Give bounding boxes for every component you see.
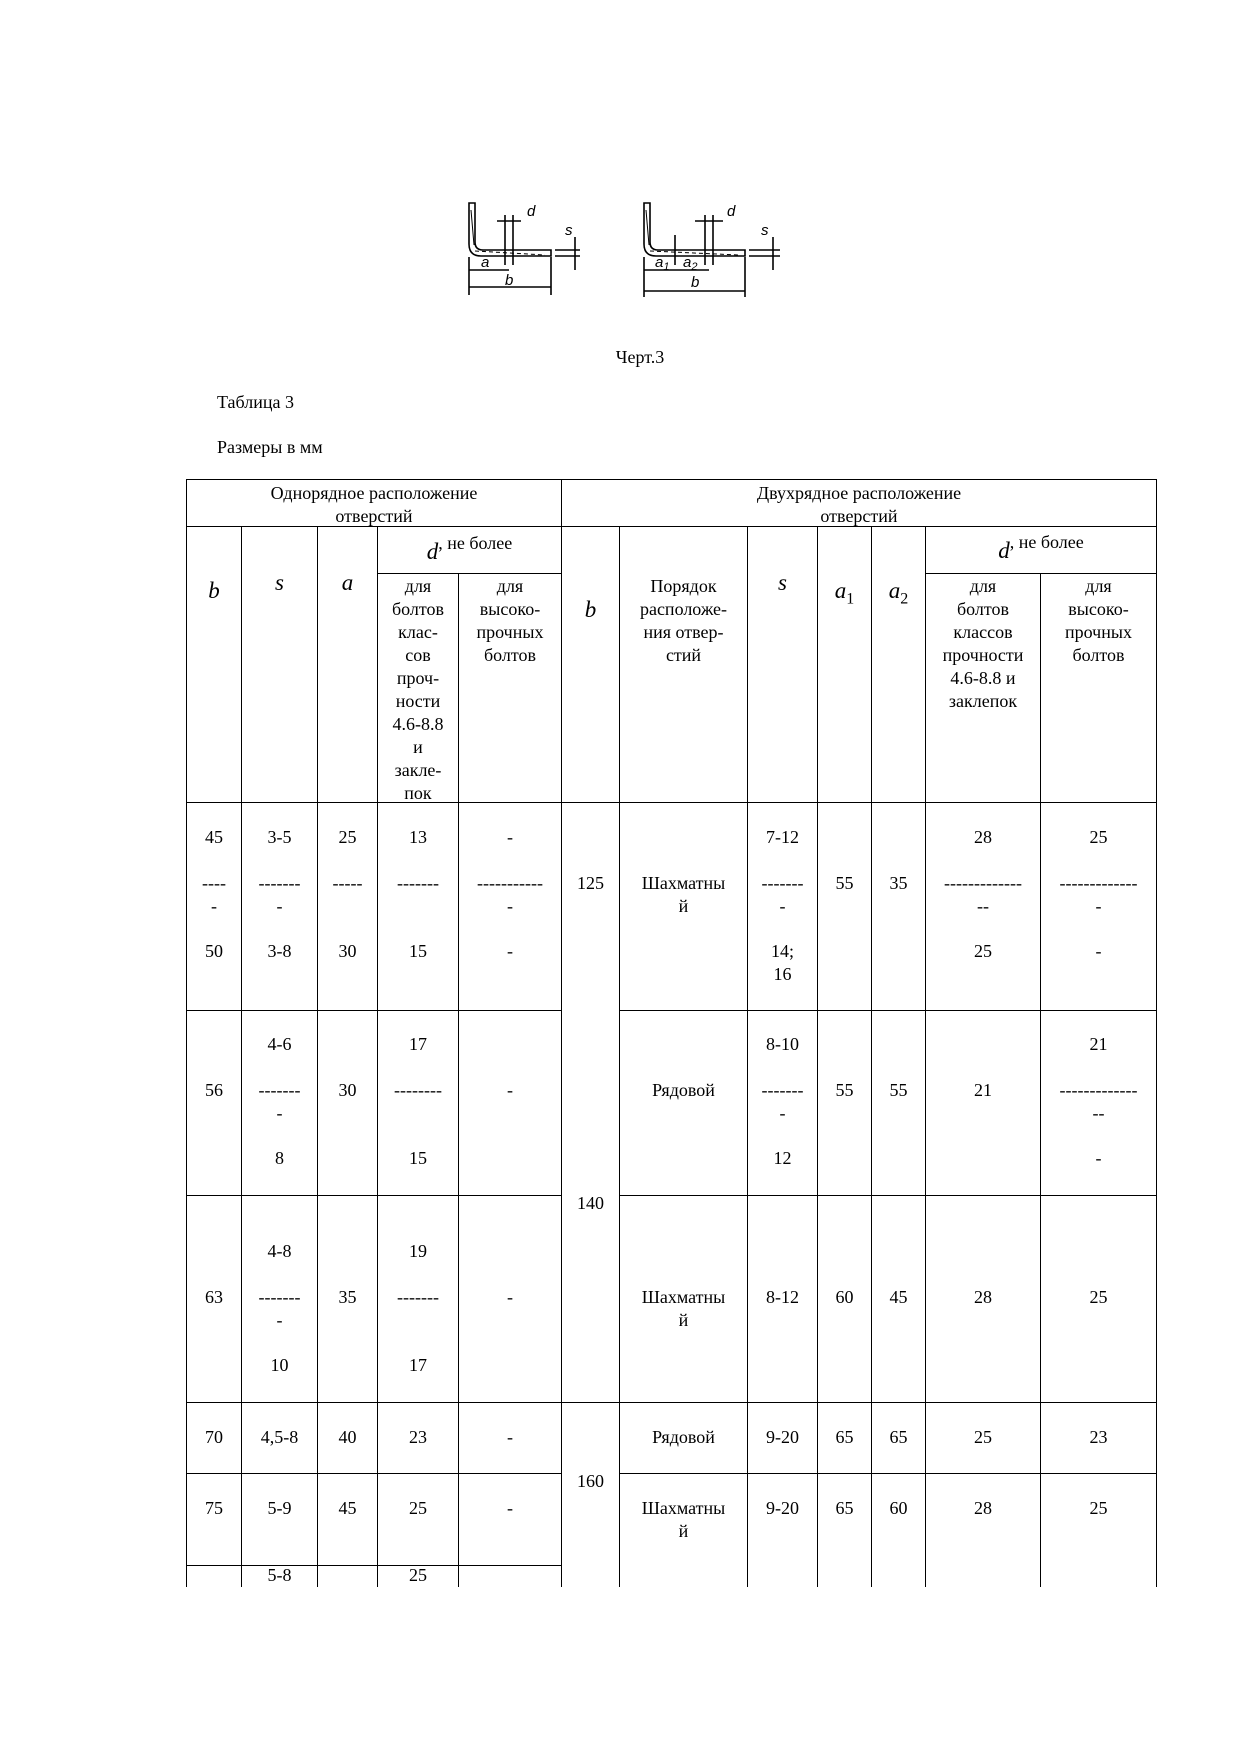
cell: 125 (577, 873, 604, 893)
cell: 65 (835, 1498, 854, 1518)
cell: 63 (205, 1287, 223, 1307)
cell: 4-6 (267, 1034, 292, 1054)
header-order: Порядок расположе- ния отвер- стий (639, 576, 728, 665)
header-b-right: b (584, 597, 597, 622)
cell: 25 (409, 1498, 427, 1518)
cell: ------------- -- (1059, 1080, 1138, 1123)
fig-label-a2: $a_2$ (683, 254, 698, 273)
cell: 55 (835, 873, 854, 893)
header-d-left: d, не более (426, 533, 513, 564)
cell: ------- - (258, 1080, 301, 1123)
cell: 25 (1089, 1287, 1108, 1307)
cell: 25 (338, 827, 357, 847)
cell: 56 (205, 1080, 223, 1100)
cell: 21 (974, 1080, 992, 1100)
cell: 9-20 (766, 1498, 799, 1518)
fig-label-d1: d (527, 203, 536, 220)
fig-label-d2: d (727, 203, 736, 220)
cell: Шахматны й (641, 1498, 726, 1541)
cell: 65 (889, 1427, 908, 1447)
header-a1: $a_1$ (834, 578, 855, 608)
cell: ----- (332, 873, 363, 893)
header-a2: $a_2$ (888, 578, 909, 608)
cell: 55 (835, 1080, 854, 1100)
cell: 25 (974, 1427, 992, 1447)
cell: - (507, 827, 513, 847)
cell: 10 (270, 1355, 289, 1375)
cell: ------------- -- (944, 873, 1022, 916)
cell: ------------- - (1059, 873, 1138, 916)
cell: 30 (338, 941, 357, 961)
cell: ------- - (258, 873, 301, 916)
cell: ---- - (202, 873, 226, 916)
cell: 70 (205, 1427, 223, 1447)
cell: - (1095, 1148, 1102, 1168)
cell: 23 (409, 1427, 427, 1447)
fig-label-b1: b (505, 272, 514, 289)
cell: 75 (205, 1498, 223, 1518)
cell: - (507, 1080, 513, 1100)
cell: 7-12 (766, 827, 799, 847)
fig-label-a: a (481, 254, 490, 271)
cell: 5-9 (267, 1498, 292, 1518)
fig-label-s2: s (761, 222, 769, 239)
header-s-left: s (275, 570, 284, 595)
cell: ------- - (258, 1287, 301, 1330)
header-a-left: a (341, 570, 354, 595)
cell: 14; 16 (770, 941, 794, 984)
cell: 15 (409, 941, 427, 961)
cell: 8 (275, 1148, 284, 1168)
cell: 35 (338, 1287, 357, 1307)
cell: ------- (397, 873, 439, 893)
header-double-row: Двухрядное расположение отверстий (756, 483, 962, 526)
cell: 3-5 (267, 827, 292, 847)
fig-label-b2: b (691, 274, 700, 291)
angle-drawing (455, 195, 805, 330)
header-s-right: s (778, 570, 787, 595)
header-right-hs: для высоко- прочных болтов (1065, 576, 1132, 665)
cell: 55 (889, 1080, 908, 1100)
cell: 13 (409, 827, 427, 847)
cell: - (1095, 941, 1102, 961)
cell: 28 (974, 827, 992, 847)
header-single-row: Однорядное расположение отверстий (270, 483, 478, 526)
cell: 50 (205, 941, 223, 961)
cell: 15 (409, 1148, 427, 1168)
cell: 60 (889, 1498, 908, 1518)
cell: 160 (577, 1471, 604, 1491)
cell: 19 (409, 1241, 427, 1261)
cell: 28 (974, 1287, 992, 1307)
cell: 25 (1089, 1498, 1108, 1518)
units-note: Размеры в мм (217, 437, 323, 457)
cell: 17 (409, 1034, 427, 1054)
cell: 23 (1089, 1427, 1108, 1447)
cell: - (507, 1427, 513, 1447)
cell: - (507, 1287, 513, 1307)
cell: Рядовой (652, 1427, 715, 1447)
cell: Шахматны й (641, 1287, 726, 1330)
fig-label-s1: s (565, 222, 573, 239)
cell: ------- - (761, 873, 804, 916)
fig-label-a1: $a_1$ (655, 254, 670, 273)
cell: 35 (889, 873, 908, 893)
cell: ------- - (761, 1080, 804, 1123)
cell: 3-8 (267, 941, 292, 961)
cell: - (507, 1498, 513, 1518)
cell: 9-20 (766, 1427, 799, 1447)
cell: 45 (205, 827, 223, 847)
cell: 45 (338, 1498, 357, 1518)
cell: Шахматны й (641, 873, 726, 916)
header-b-left: b (208, 578, 220, 603)
header-d-right: d, не более (998, 532, 1084, 563)
cell: - (507, 941, 513, 961)
cell: ------- (397, 1287, 439, 1307)
cell: 4-8 (267, 1241, 292, 1261)
cell: 60 (835, 1287, 854, 1307)
cell: 5-8 (267, 1565, 292, 1585)
cell: 65 (835, 1427, 854, 1447)
cell: 25 (1089, 827, 1108, 847)
header-left-bolts: для болтов клас- сов проч- ности 4.6-8.8 и закле- пок (391, 576, 445, 803)
cell: 40 (338, 1427, 357, 1447)
cell: ----------- - (477, 873, 543, 916)
cell: -------- (394, 1080, 442, 1100)
cell: 30 (338, 1080, 357, 1100)
cell: 140 (577, 1193, 604, 1213)
cell: 4,5-8 (260, 1427, 299, 1447)
figure-caption: Черт.3 (615, 347, 665, 367)
cell: 17 (409, 1355, 427, 1375)
cell: 45 (889, 1287, 908, 1307)
cell: 8-10 (766, 1034, 799, 1054)
cell: Рядовой (652, 1080, 715, 1100)
table-number: Таблица 3 (217, 392, 294, 412)
header-left-hs: для высоко- прочных болтов (476, 576, 544, 665)
cell: 8-12 (766, 1287, 799, 1307)
cell: 21 (1089, 1034, 1108, 1054)
cell: 25 (974, 941, 992, 961)
header-right-bolts: для болтов классов прочности 4.6-8.8 и заклепок (942, 576, 1024, 711)
cell: 12 (773, 1148, 792, 1168)
cell: 28 (974, 1498, 992, 1518)
cell: 25 (409, 1565, 427, 1585)
